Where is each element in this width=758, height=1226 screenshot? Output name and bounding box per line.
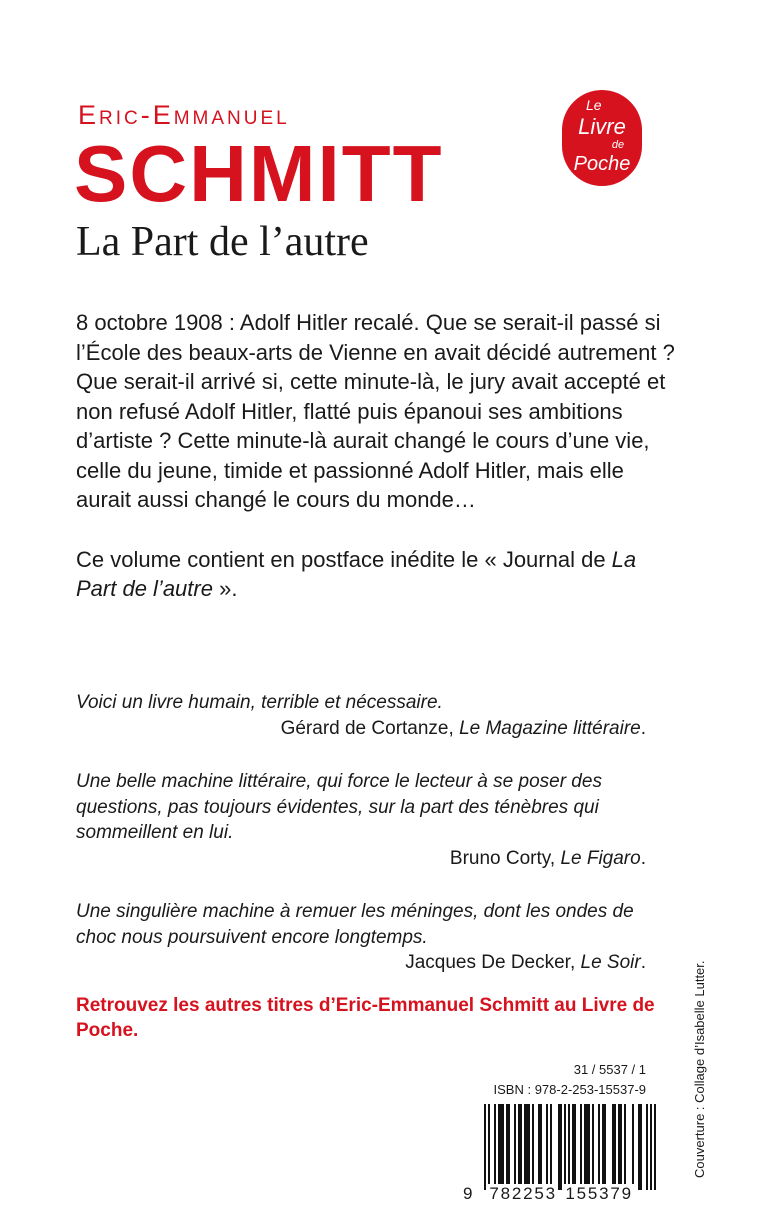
- barcode-bar: [524, 1104, 530, 1190]
- logo-word-livre: Livre: [578, 114, 626, 139]
- other-titles-note: Retrouvez les autres titres d’Eric-Emmanuel Schmitt au Livre de Poche.: [76, 995, 655, 1041]
- barcode-bar: [514, 1104, 516, 1190]
- author-first-name: Eric-Emmanuel: [78, 100, 290, 130]
- barcode-bar: [518, 1104, 522, 1190]
- barcode-bar: [568, 1104, 570, 1190]
- blurb-note: Ce volume contient en postface inédite le « Journal de La Part de l’autre ».: [76, 546, 637, 601]
- barcode-digit-first: 9: [463, 1184, 475, 1203]
- barcode-digits: [462, 1184, 662, 1204]
- livre-de-poche-logo: [560, 88, 644, 188]
- back-cover-blurb: [76, 308, 676, 604]
- press-quote: [76, 769, 646, 871]
- quote-text: Une singulière machine à remuer les méninges, dont les ondes de choc nous poursuivent encore longtemps.: [76, 901, 634, 948]
- barcode-bar: [612, 1104, 616, 1190]
- barcode-bar: [580, 1104, 582, 1190]
- blurb-paragraph: 8 octobre 1908 : Adolf Hitler recalé. Que se serait-il passé si l’École des beaux-arts de Vienne en avait décidé autrement ? Que serait-il arrivé si, cette minute-là, le jury avait accepté et non refusé Adolf Hitler, flatté puis épanoui ses ambitions d’artiste ? Cette minute-là aurait changé le cours d’une vie, celle du jeune, timide et passionné Adolf Hitler, mais elle aurait aussi changé le cours du monde…: [76, 310, 675, 512]
- barcode-bar: [618, 1104, 622, 1190]
- barcode-bar: [646, 1104, 648, 1190]
- catalog-code: 31 / 5537 / 1: [573, 1062, 646, 1077]
- barcode-bar: [602, 1104, 606, 1190]
- press-quotes: [76, 690, 646, 1004]
- logo-word-le: Le: [586, 97, 602, 113]
- quote-source: Jacques De Decker, Le Soir.: [405, 952, 646, 973]
- quote-text: Voici un livre humain, terrible et nécessaire.: [76, 692, 443, 713]
- barcode-bar: [654, 1104, 656, 1190]
- barcode-bar: [532, 1104, 534, 1190]
- barcode-bar: [624, 1104, 626, 1190]
- barcode-group-2: 155379: [565, 1184, 633, 1203]
- quote-text: Une belle machine littéraire, qui force le lecteur à se poser des questions, pas toujours évidentes, sur la part des ténèbres qui sommeillent en lui.: [76, 771, 602, 843]
- quote-source: Bruno Corty, Le Figaro.: [449, 847, 646, 869]
- quote-source: Gérard de Cortanze, Le Magazine littéraire.: [280, 717, 646, 739]
- barcode-bar: [584, 1104, 590, 1190]
- barcode-bar: [638, 1104, 642, 1190]
- press-quote: [76, 899, 646, 976]
- barcode-bar: [592, 1104, 594, 1190]
- press-quote: [76, 690, 646, 741]
- isbn-barcode: [462, 1104, 662, 1204]
- barcode-bar: [650, 1104, 652, 1190]
- barcode-bar: [550, 1104, 552, 1190]
- barcode-bar: [494, 1104, 496, 1190]
- isbn-number: ISBN : 978-2-253-15537-9: [493, 1082, 646, 1097]
- barcode-bar: [484, 1104, 486, 1190]
- barcode-bar: [632, 1104, 634, 1190]
- barcode-bar: [498, 1104, 504, 1190]
- barcode-bar: [538, 1104, 542, 1190]
- cover-credit: Couverture : Collage d’Isabelle Lutter.: [692, 960, 707, 1178]
- logo-word-poche: Poche: [573, 153, 631, 175]
- book-title: La Part de l’autre: [76, 219, 369, 265]
- barcode-group-1: 782253: [489, 1184, 557, 1203]
- logo-word-de: de: [611, 139, 625, 151]
- catalog-codes: [494, 1060, 646, 1100]
- barcode-bars: [484, 1104, 656, 1190]
- author-last-name: SCHMITT: [74, 129, 444, 218]
- barcode-bar: [564, 1104, 566, 1190]
- barcode-bar: [572, 1104, 576, 1190]
- barcode-bar: [598, 1104, 600, 1190]
- barcode-bar: [558, 1104, 562, 1190]
- barcode-bar: [488, 1104, 490, 1190]
- barcode-bar: [506, 1104, 510, 1190]
- barcode-bar: [546, 1104, 548, 1190]
